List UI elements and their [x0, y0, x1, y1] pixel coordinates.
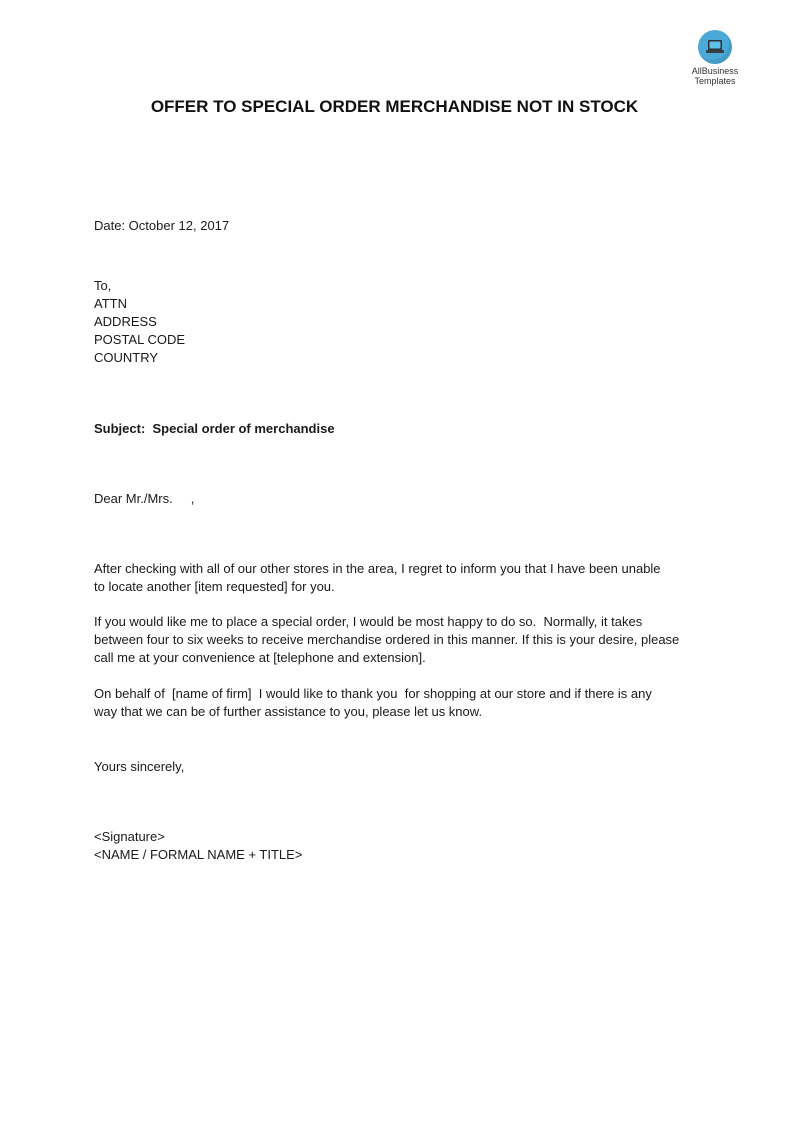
logo-line-1: AllBusiness [691, 66, 739, 76]
logo-text [683, 66, 747, 86]
signature-placeholder: <Signature> [94, 829, 165, 844]
logo-line-2: Templates [694, 76, 736, 86]
paragraph-3-line-1: On behalf of [name of firm] I would like to thank you for shopping at our store and if there is any [94, 686, 652, 701]
recipient-to: To, [94, 278, 112, 293]
closing: Yours sincerely, [94, 759, 185, 774]
paragraph-2-line-3: call me at your convenience at [telephone and extension]. [94, 650, 426, 665]
recipient-country: COUNTRY [94, 350, 159, 365]
paragraph-1-line-1: After checking with all of our other stores in the area, I regret to inform you that I have been unable [94, 561, 661, 576]
date-line: Date: October 12, 2017 [94, 218, 230, 233]
paragraph-2-line-1: If you would like me to place a special order, I would be most happy to do so. Normally, it takes [94, 614, 643, 629]
allbusiness-templates-logo [683, 30, 747, 86]
paragraph-1-line-2: to locate another [item requested] for you. [94, 579, 335, 594]
recipient-attn: ATTN [94, 296, 127, 311]
paragraph-2-line-2: between four to six weeks to receive merchandise ordered in this manner. If this is your desire, please [94, 632, 680, 647]
subject-line: Subject: Special order of merchandise [94, 421, 335, 436]
paragraph-3-line-2: way that we can be of further assistance to you, please let us know. [94, 704, 483, 719]
name-title-placeholder: <NAME / FORMAL NAME + TITLE> [94, 847, 303, 862]
salutation: Dear Mr./Mrs. , [94, 491, 195, 506]
document-title: OFFER TO SPECIAL ORDER MERCHANDISE NOT IN STOCK [150, 97, 639, 116]
recipient-address: ADDRESS [94, 314, 157, 329]
laptop-icon [698, 30, 732, 64]
recipient-postal-code: POSTAL CODE [94, 332, 186, 347]
